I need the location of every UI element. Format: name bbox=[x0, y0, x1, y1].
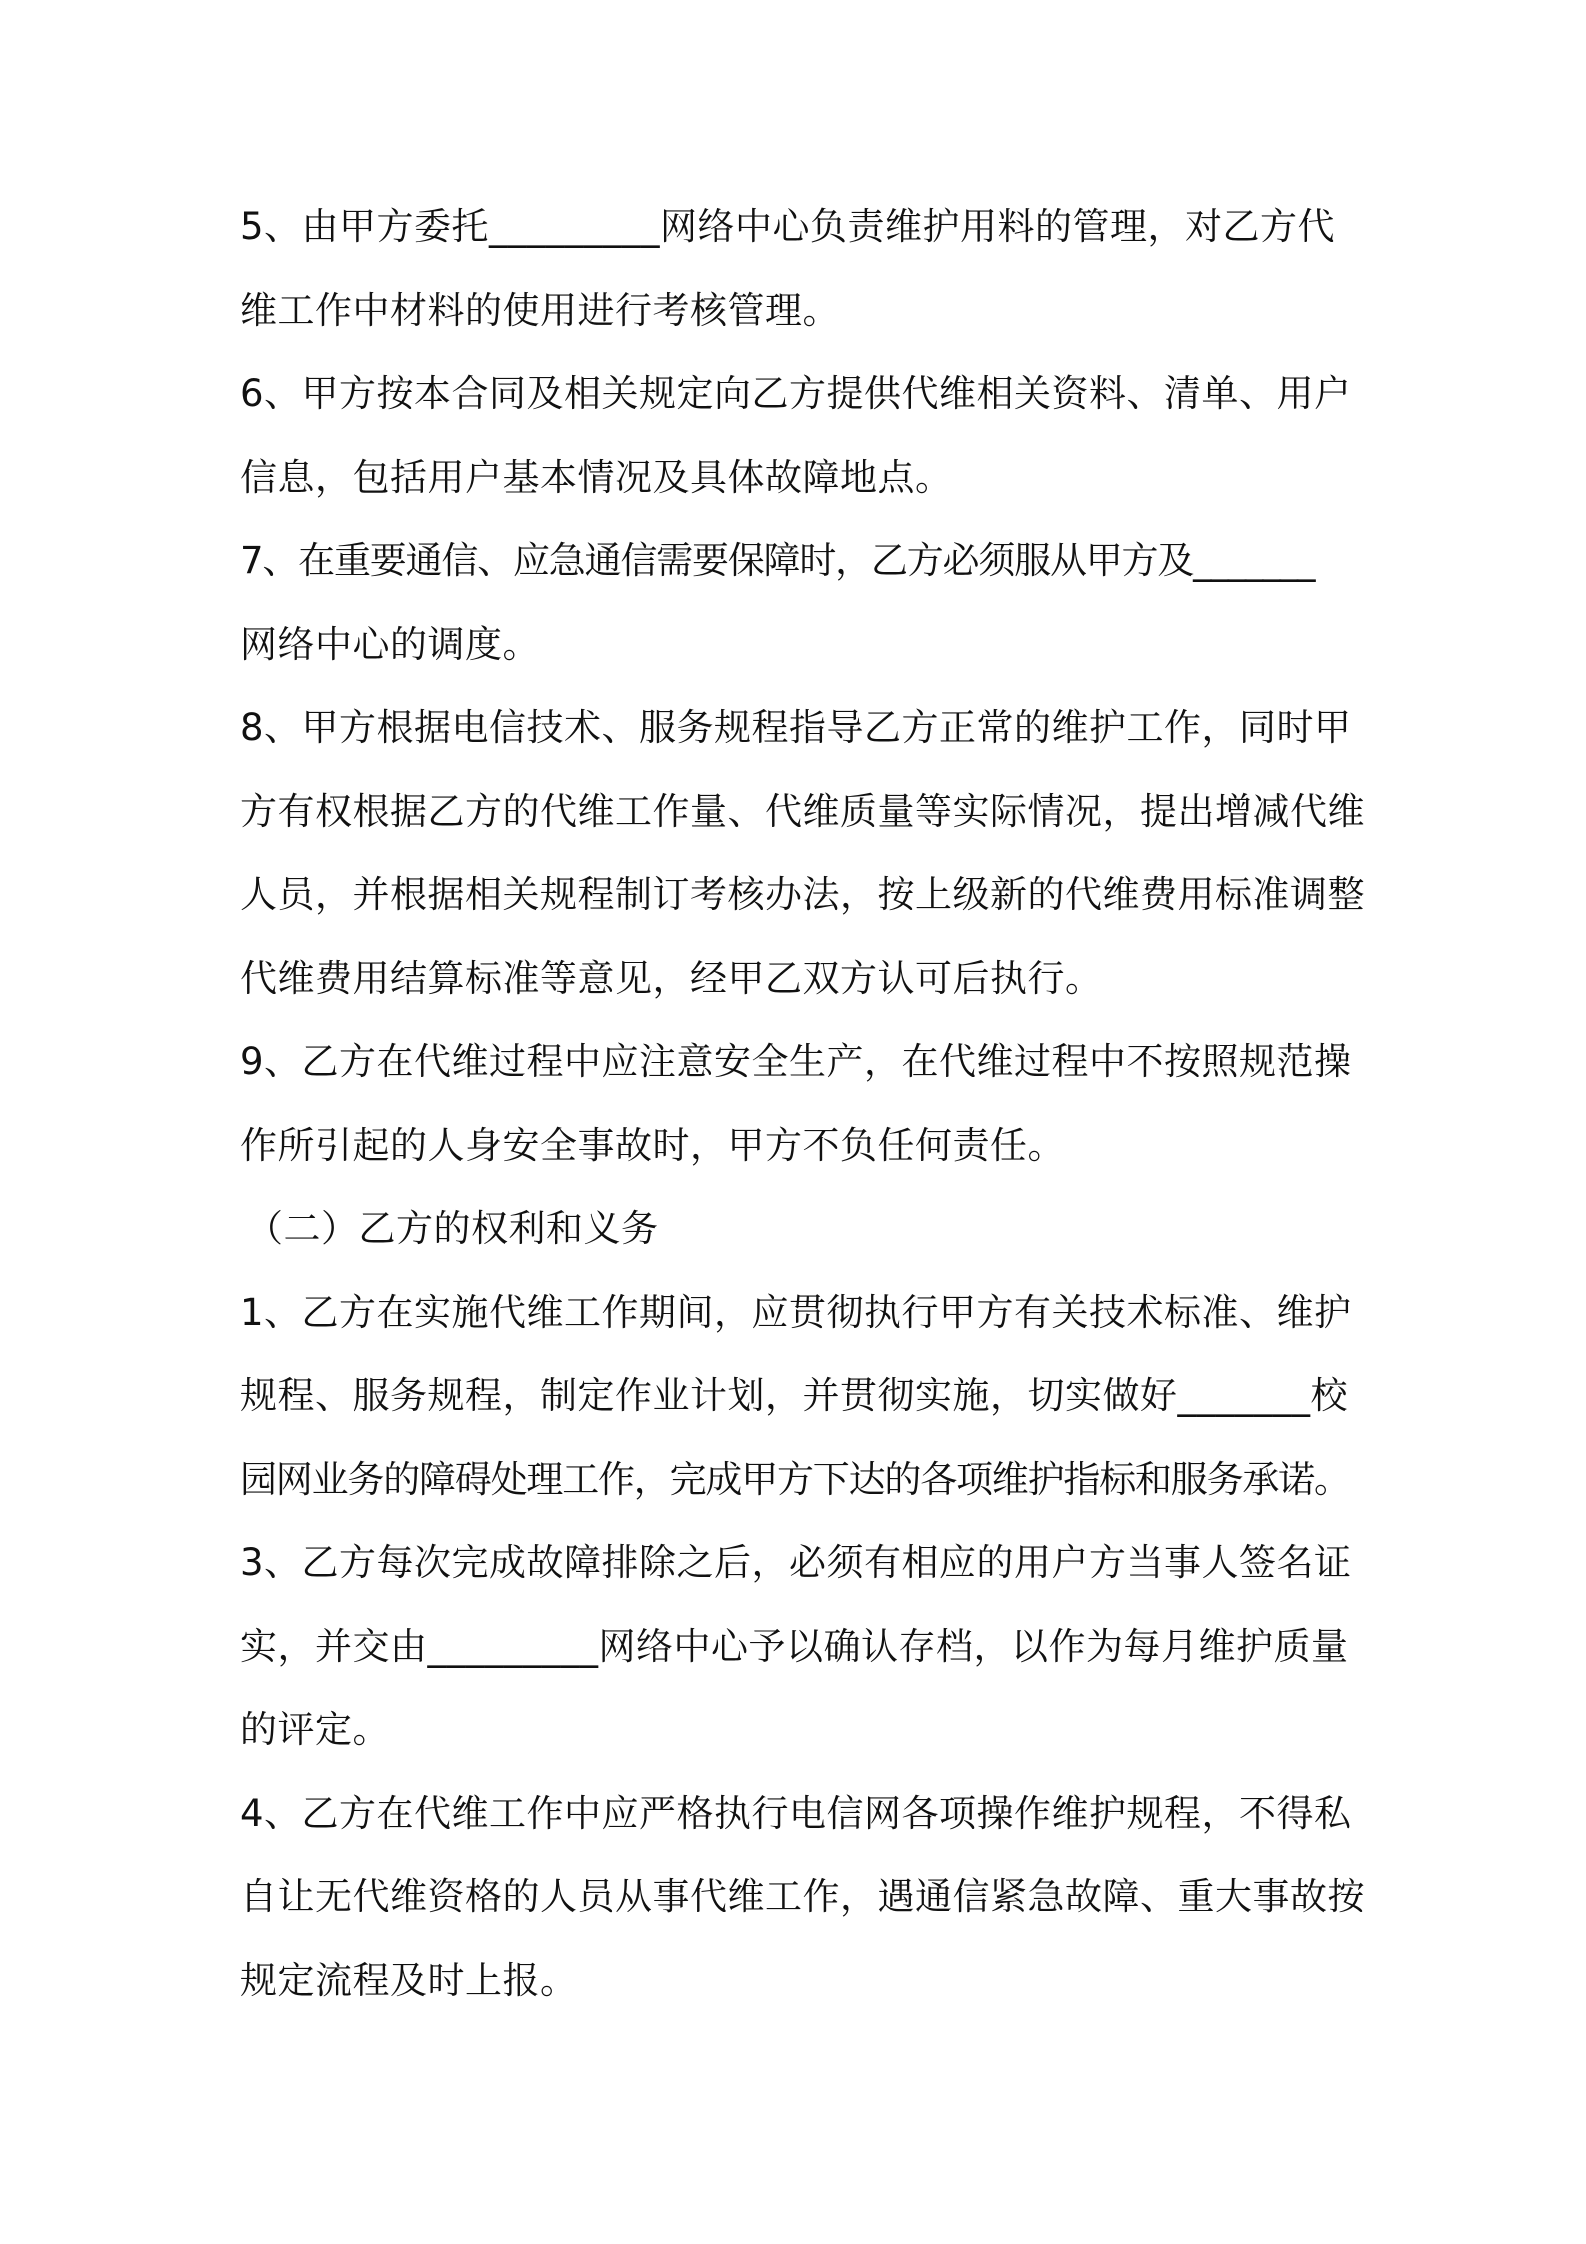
text-line: 8、甲方根据电信技术、服务规程指导乙方正常的维护工作，同时甲 bbox=[240, 706, 1352, 749]
text-line: 规定流程及时上报。 bbox=[240, 1958, 578, 2002]
text-line: 规程、服务规程，制定作业计划，并贯彻实施，切实做好_______校 bbox=[240, 1374, 1348, 1417]
text-line: 作所引起的人身安全事故时，甲方不负任何责任。 bbox=[240, 1123, 1065, 1167]
document-body bbox=[240, 198, 1380, 2035]
text-line: 代维费用结算标准等意见，经甲乙双方认可后执行。 bbox=[240, 956, 1103, 1000]
text-line: 自让无代维资格的人员从事代维工作，遇通信紧急故障、重大事故按 bbox=[240, 1875, 1365, 1918]
text-line: 4、乙方在代维工作中应严格执行电信网各项操作维护规程，不得私 bbox=[240, 1791, 1352, 1835]
text-line: 6、甲方按本合同及相关规定向乙方提供代维相关资料、清单、用户 bbox=[240, 372, 1352, 415]
text-line: 5、由甲方委托_________网络中心负责维护用料的管理，对乙方代 bbox=[240, 205, 1336, 248]
text-line: 信息，包括用户基本情况及具体故障地点。 bbox=[240, 455, 953, 499]
text-line: 1、乙方在实施代维工作期间，应贯彻执行甲方有关技术标准、维护 bbox=[240, 1290, 1352, 1334]
text-line: 方有权根据乙方的代维工作量、代维质量等实际情况，提出增减代维 bbox=[240, 789, 1365, 833]
section-heading: （二）乙方的权利和义务 bbox=[246, 1207, 659, 1250]
text-line: 7、在重要通信、应急通信需要保障时，乙方必须服从甲方及_______ bbox=[240, 539, 1315, 582]
text-line: 人员，并根据相关规程制订考核办法，按上级新的代维费用标准调整 bbox=[240, 873, 1365, 916]
text-line: 的评定。 bbox=[240, 1708, 390, 1751]
text-line: 维工作中材料的使用进行考核管理。 bbox=[240, 288, 840, 332]
text-line: 园网业务的障碍处理工作，完成甲方下达的各项维护指标和服务承诺。 bbox=[240, 1457, 1350, 1501]
text-line: 实，并交由_________网络中心予以确认存档，以作为每月维护质量 bbox=[240, 1624, 1349, 1668]
text-line: 网络中心的调度。 bbox=[240, 622, 540, 666]
text-line: 3、乙方每次完成故障排除之后，必须有相应的用户方当事人签名证 bbox=[240, 1541, 1352, 1584]
text-line: 9、乙方在代维过程中应注意安全生产，在代维过程中不按照规范操 bbox=[240, 1040, 1352, 1083]
